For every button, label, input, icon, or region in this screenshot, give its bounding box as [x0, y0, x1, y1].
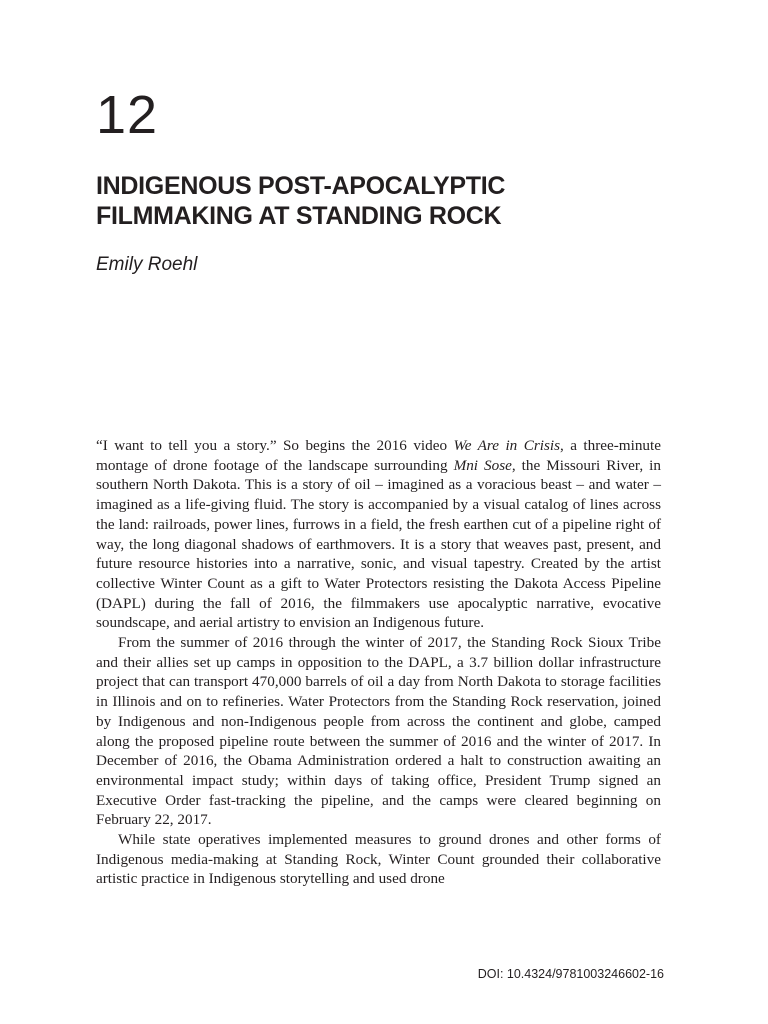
body-text	[96, 436, 661, 889]
paragraph-1-part-c: , the Missouri River, in southern North Dakota. This is a story of oil – imagined as a voracious beast – and water – imagined as a life-giving fluid. The story is accompanied by a visual catalog of lines across the land: railroads, power lines, furrows in a field, the fresh earthen cut of a pipeline right of way, the long diagonal shadows of earthmovers. It is a story that weaves past, present, and future resource histories into a narrative, sonic, and visual tapestry. Created by the artist collective Winter Count as a gift to Water Protectors resisting the Dakota Access Pipeline (DAPL) during the fall of 2016, the filmmakers use apocalyptic narrative, evocative soundscape, and aerial artistry to envision an Indigenous future.	[96, 456, 661, 632]
paragraph-1-part-b: , a three-minute montage of drone footage of the landscape surrounding	[96, 437, 661, 474]
paragraph-1-part-a: “I want to tell you a story.” So begins the 2016 video	[96, 437, 454, 454]
river-name: Mni Sose	[453, 456, 512, 474]
chapter-title-line-1: INDIGENOUS POST-APOCALYPTIC	[96, 172, 506, 200]
author-name: Emily Roehl	[96, 254, 198, 275]
doi-label: DOI: 10.4324/9781003246602-16	[477, 967, 664, 981]
chapter-number: 12	[96, 85, 159, 145]
video-title: We Are in Crisis	[453, 437, 560, 454]
chapter-title-line-2: FILMMAKING AT STANDING ROCK	[96, 202, 502, 230]
chapter-title	[96, 171, 696, 231]
paragraph-3: While state operatives implemented measures to ground drones and other forms of Indigenous media-making at Standing Rock, Winter Count grounded their collaborative artistic practice in Indigenous storytelling and used drone	[96, 831, 661, 888]
paragraph-2: From the summer of 2016 through the winter of 2017, the Standing Rock Sioux Tribe and their allies set up camps in opposition to the DAPL, a 3.7 billion dollar infrastructure project that can transport 470,000 barrels of oil a day from North Dakota to storage facilities in Illinois and on to refineries. Water Protectors from the Standing Rock reservation, joined by Indigenous and non-Indigenous people from across the continent and globe, camped along the proposed pipeline route between the summer of 2016 and the winter of 2017. In December of 2016, the Obama Administration ordered a halt to construction awaiting an environmental impact study; within days of taking office, President Trump signed an Executive Order fast-tracking the pipeline, and the camps were cleared beginning on February 22, 2017.	[96, 634, 661, 829]
paragraph-1	[96, 436, 661, 633]
